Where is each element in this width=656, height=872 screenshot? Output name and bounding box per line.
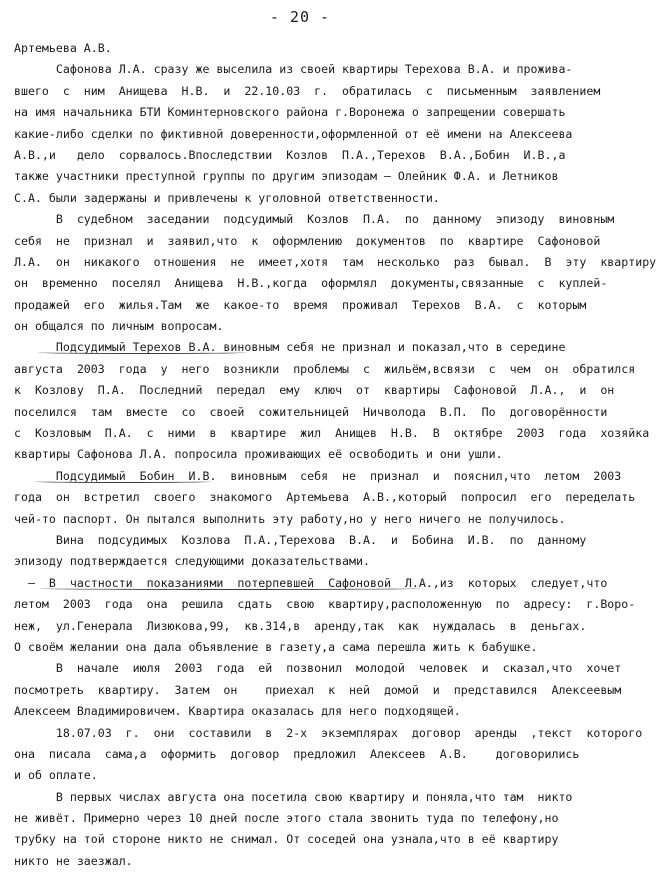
text-line: вшего с ним Анищева Н.В. и 22.10.03 г. обратилась с письменным заявлением	[14, 83, 601, 98]
text-line: Артемьева А.В.	[14, 41, 112, 55]
text-line: эпизоду подтверждается следующими доказательствами.	[14, 554, 370, 569]
text-line: С.А. были задержаны и привлечены к уголовной ответственности.	[14, 190, 440, 205]
text-line: Вина подсудимых Козлова П.А.,Терехова В.А. и Бобина И.В. по данному	[14, 532, 587, 547]
page-number: - 20 -	[269, 8, 331, 26]
text-line: к Козлову П.А. Последний передал ему ключ от квартиры Сафоновой Л.А., и он	[14, 383, 615, 398]
text-line: на имя начальника БТИ Коминтерновского района г.Воронежа о запрещении совершать	[14, 105, 566, 120]
text-line: трубку на той стороне никто не снимал. От соседей она узнала,что в её квартиру	[14, 832, 559, 847]
text-line: с Козловым П.А. с ними в квартире жил Анищев Н.В. В октябре 2003 года хозяйка	[14, 426, 650, 441]
text-line: поселился там вместе со своей сожительницей Ничволода В.П. По договорённости	[14, 404, 608, 419]
text-line: какие-либо сделки по фиктивной доверенности,оформленной от её имени на Алексеева	[14, 126, 573, 141]
text-line: В первых числах августа она посетила свою квартиру и поняла,что там никто	[14, 789, 573, 804]
text-line: он общался по личным вопросам.	[14, 319, 224, 334]
text-line: посмотреть квартиру. Затем он приехал к ней домой и представился Алексеевым	[14, 682, 622, 697]
pencil-underline-victim-testimony	[40, 587, 420, 590]
text-line: В начале июля 2003 года ей позвонил молодой человек и сказал,что хочет	[14, 661, 622, 676]
document-body	[14, 38, 656, 872]
text-line: никто не заезжал.	[14, 853, 133, 868]
text-line: августа 2003 года у него возникли проблемы с жильём,всвязи с чем он обратился	[14, 361, 636, 376]
pencil-underline-bobin	[34, 480, 212, 483]
text-line: Подсудимый Терехов В.А. виновным себя не признал и показал,что в середине	[14, 340, 566, 355]
text-line: также участники преступной группы по другим эпизодам – Олейник Ф.А. и Летников	[14, 169, 559, 184]
text-line: летом 2003 года она решила сдать свою квартиру,расположенную по адресу: г.Воро-	[14, 597, 636, 612]
text-line: он временно поселял Анищева Н.В.,когда оформлял документы,связанные с куплей-	[14, 276, 608, 291]
text-line: Алексеем Владимировичем. Квартира оказалась для него подходящей.	[14, 704, 461, 719]
text-line: чей-то паспорт. Он пытался выполнить эту работу,но у него ничего не получилось.	[14, 511, 566, 526]
text-line: Сафонова Л.А. сразу же выселила из своей квартиры Терехова В.А. и прожива-	[14, 62, 573, 77]
text-line: А.В.,и дело сорвалось.Впоследствии Козлов П.А.,Терехов В.А.,Бобин И.В.,а	[14, 147, 566, 162]
text-line: не живёт. Примерно через 10 дней после этого стала звонить туда по телефону,но	[14, 811, 559, 826]
text-line: квартиры Сафонова Л.А. попросила проживающих её освободить и они ушли.	[14, 447, 503, 462]
text-line: продажей его жилья.Там же какое-то время проживал Терехов В.А. с которым	[14, 297, 587, 312]
text-line: — В частности показаниями потерпевшей Сафоновой Л.А.,из которых следует,что	[14, 575, 608, 590]
text-line: года он встретил своего знакомого Артемьева А.В.,который попросил его переделать	[14, 490, 636, 505]
text-line: О своём желании она дала объявление в газету,а сама перешла жить к бабушке.	[14, 639, 538, 654]
text-line: и об оплате.	[14, 768, 98, 783]
text-line: она писала сама,а оформить договор предложил Алексеев А.В. договорились	[14, 746, 580, 761]
text-line: Л.А. он никакого отношения не имеет,хотя там несколько раз бывал. В эту квартиру	[14, 254, 656, 269]
text-line: себя не признал и заявил,что к оформлению документов по квартире Сафоновой	[14, 233, 601, 248]
pencil-underline-terehov	[38, 351, 246, 354]
text-line: неж, ул.Генерала Лизюкова,99, кв.314,в аренду,так как нуждалась в деньгах.	[14, 618, 587, 633]
text-line: 18.07.03 г. они составили в 2-х экземплярах договор аренды ,текст которого	[14, 725, 643, 740]
text-line: В судебном заседании подсудимый Козлов П.А. по данному эпизоду виновным	[14, 212, 615, 227]
text-line: Подсудимый Бобин И.В. виновным себя не признал и пояснил,что летом 2003	[14, 468, 622, 483]
